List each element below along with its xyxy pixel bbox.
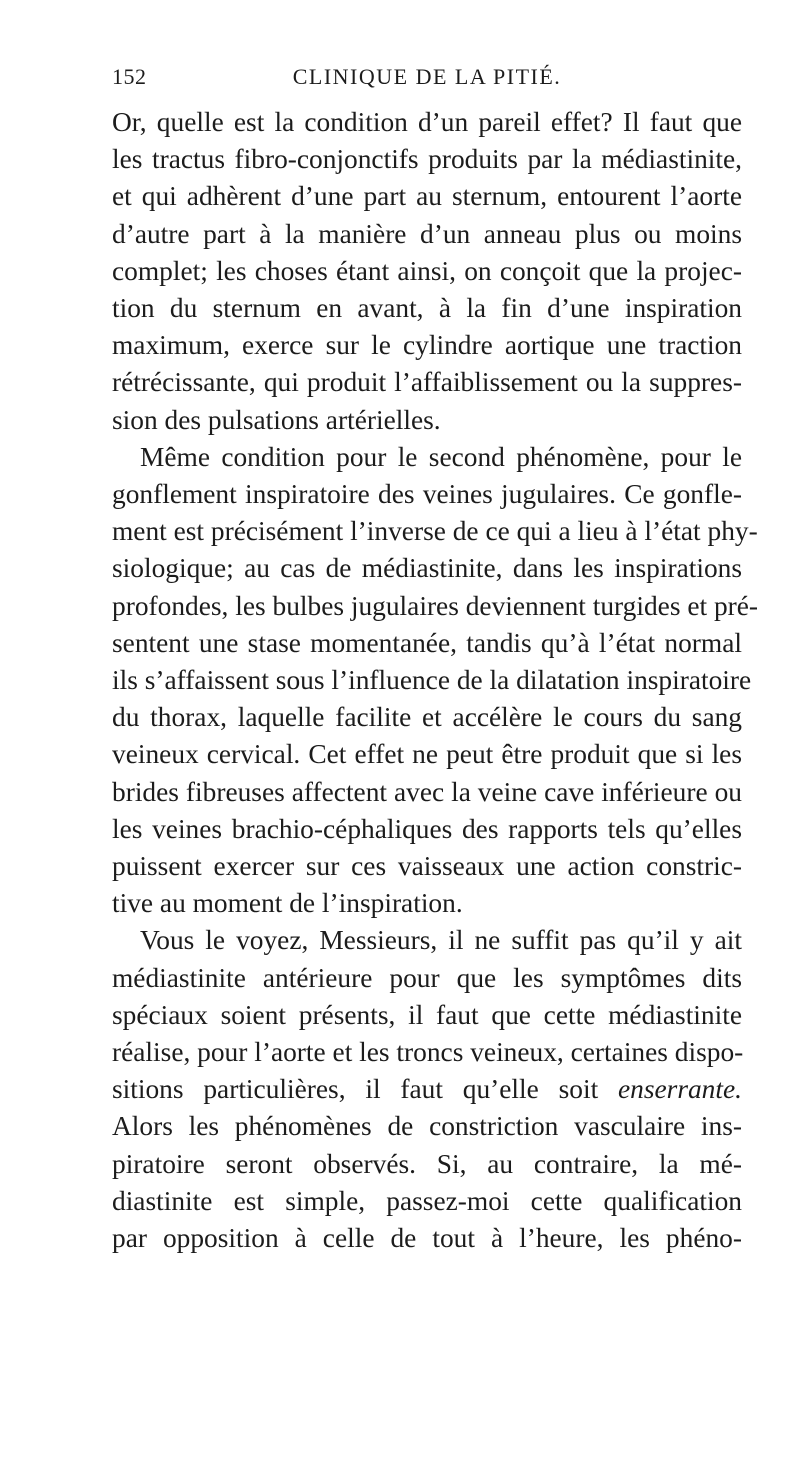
text-run: sitions particulières, il faut qu’elle soit (112, 1074, 599, 1105)
text-line: piratoire seront observés. Si, au contraire, la mé- (112, 1148, 742, 1179)
running-head (112, 64, 742, 96)
text-line: puissent exercer sur ces vaisseaux une action constric- (112, 851, 742, 882)
page-number: 152 (112, 64, 147, 89)
text-line: spéciaux soient présents, il faut que cette médiastinite (112, 999, 742, 1030)
text-line: Même condition pour le second phénomène, pour le (140, 441, 742, 472)
text-line: médiastinite antérieure pour que les symptômes dits (112, 962, 742, 993)
text-line: Vous le voyez, Messieurs, il ne suffit pas qu’il y ait (140, 925, 742, 956)
body-text (112, 104, 759, 1257)
text-line: et qui adhèrent d’une part au sternum, entourent l’aorte (112, 181, 742, 212)
text-line: Or, quelle est la condition d’un pareil effet? Il faut que (112, 107, 742, 137)
running-title: CLINIQUE DE LA PITIÉ. (292, 64, 562, 89)
text-line: les tractus fibro-conjonctifs produits par la médiastinite, (112, 144, 742, 175)
text-line: par opposition à celle de tout à l’heure, les phéno- (112, 1223, 742, 1254)
emphasized-word: enserrante. (618, 1074, 742, 1105)
text-line: rétrécissante, qui produit l’affaiblissement ou la suppres- (112, 367, 742, 398)
text-line: sentent une stase momentanée, tandis qu’à l’état normal (112, 627, 742, 658)
text-line: profondes, les bulbes jugulaires deviennent turgides et pré- (112, 590, 759, 621)
text-line: complet; les choses étant ainsi, on conçoit que la projec- (112, 255, 742, 286)
text-line: Alors les phénomènes de constriction vasculaire ins- (112, 1111, 742, 1142)
text-line: les veines brachio-céphaliques des rapports tels qu’elles (112, 813, 742, 844)
text-line: tion du sternum en avant, à la fin d’une inspiration (112, 293, 742, 324)
text-line: maximum, exerce sur le cylindre aortique une traction (112, 330, 742, 361)
text-line: veineux cervical. Cet effet ne peut être produit que si les (112, 739, 742, 770)
text-line: diastinite est simple, passez-moi cette qualification (112, 1185, 742, 1216)
text-line: brides fibreuses affectent avec la veine cave inférieure ou (112, 776, 742, 807)
text-line: ils s’affaissent sous l’influence de la dilatation inspiratoire (112, 665, 752, 696)
text-line: sion des pulsations artérielles. (112, 404, 441, 435)
text-line: tive au moment de l’inspiration. (112, 888, 463, 919)
text-line: gonflement inspiratoire des veines jugulaires. Ce gonfle- (112, 479, 742, 510)
text-line-with-emphasis (112, 1071, 742, 1108)
text-line: ment est précisément l’inverse de ce qui a lieu à l’état phy- (112, 516, 758, 547)
text-line: siologique; au cas de médiastinite, dans les inspirations (112, 553, 742, 584)
text-line: du thorax, laquelle facilite et accélère le cours du sang (112, 702, 742, 733)
text-line: d’autre part à la manière d’un anneau plus ou moins (112, 218, 742, 249)
text-line: réalise, pour l’aorte et les troncs veineux, certaines dispo- (112, 1037, 744, 1068)
